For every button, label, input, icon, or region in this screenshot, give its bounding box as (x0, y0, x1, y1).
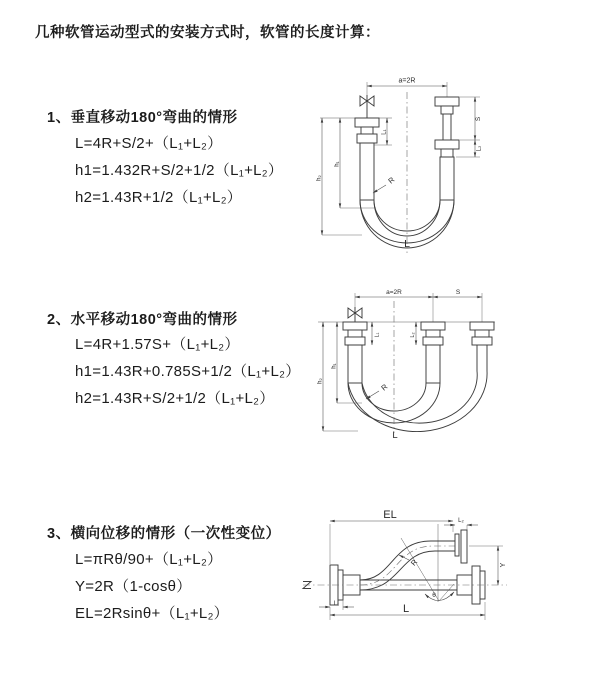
braided-hose-left (348, 345, 362, 383)
moved-flange-fitting (455, 530, 467, 563)
section-2-heading: 2、水平移动180°弯曲的情形 (47, 312, 238, 328)
left-flange-fitting (343, 322, 367, 345)
dimension-l2 (456, 140, 483, 157)
label-l2: L₂ (458, 518, 464, 524)
formula-line: L=4R+S/2+（L₁+L₂） (75, 135, 223, 152)
label-r: R (379, 382, 390, 393)
left-flange-fitting (355, 118, 379, 143)
label-l1: L₁ (374, 332, 381, 338)
section-1-formulas (75, 130, 283, 211)
formula-line: h2=1.43R+1/2（L₁+L₂） (75, 189, 243, 206)
radius-leader (373, 175, 397, 193)
dimension-el (330, 509, 453, 564)
formula-line: EL=2Rsinθ+（L₁+L₂） (75, 605, 229, 622)
braided-hose-right (440, 157, 454, 200)
section-3-formulas (75, 546, 229, 627)
label-h1: h₁ (331, 363, 338, 369)
label-h2: h₂ (317, 378, 324, 384)
valve-icon (348, 307, 362, 322)
u-bend-hose (348, 345, 487, 432)
diagram-lateral-displacement (295, 498, 600, 658)
section-3-heading: 3、横向位移的情形（一次性变位） (47, 526, 281, 542)
label-s: S (475, 116, 482, 122)
label-l: L (404, 238, 410, 250)
radius-leader (366, 382, 390, 399)
formula-line: L=4R+1.57S+（L₁+L₂） (75, 336, 240, 353)
page-title: 几种软管运动型式的安装方式时，软管的长度计算： (35, 25, 380, 41)
braided-hose-middle (426, 345, 440, 383)
dimension-a2r (355, 289, 482, 322)
valve-icon (360, 95, 374, 118)
radius-leader (399, 555, 420, 568)
dimension-l2 (410, 322, 416, 345)
label-el: EL (383, 509, 397, 521)
dimension-s (433, 289, 482, 297)
label-r: R (386, 175, 397, 186)
label-s: S (455, 289, 461, 296)
label-theta: θ (432, 592, 436, 599)
label-a2r: a=2R (398, 77, 416, 85)
formula-line: h2=1.43R+S/2+1/2（L₁+L₂） (75, 390, 275, 407)
section-2-formulas (75, 331, 301, 412)
dimension-l2 (444, 518, 478, 530)
label-l1: L₁ (381, 129, 388, 135)
dimension-s (460, 97, 482, 140)
formula-line: h1=1.43R+0.785S+1/2（L₁+L₂） (75, 363, 301, 380)
dimension-h2 (317, 118, 363, 235)
label-r: R (408, 557, 420, 568)
label-l1: L₁ (333, 601, 340, 607)
label-l: L (402, 603, 410, 615)
label-y: Y (500, 562, 507, 568)
label-l: L (392, 430, 398, 441)
diagram-horizontal-180-bend (300, 283, 580, 463)
label-h2: h₂ (316, 175, 323, 181)
dimension-l (330, 602, 485, 620)
label-l2: L₂ (476, 145, 483, 152)
label-a2r: a=2R (386, 289, 402, 296)
formula-line: L=πRθ/90+（L₁+L₂） (75, 551, 223, 568)
dimension-l1 (372, 322, 381, 345)
diagram-vertical-180-bend (300, 68, 570, 263)
formula-line: h1=1.432R+S/2+1/2（L₁+L₂） (75, 162, 284, 179)
section-1-heading: 1、垂直移动180°弯曲的情形 (47, 110, 238, 126)
label-h1: h₁ (334, 161, 341, 167)
right-flange-fitting (435, 97, 459, 157)
formula-line: Y=2R（1-cosθ） (75, 578, 192, 595)
braided-hose-left (360, 143, 374, 200)
middle-flange-fitting (421, 322, 445, 345)
label-l2: L₂ (410, 332, 416, 338)
moved-flange-fitting (470, 322, 494, 345)
